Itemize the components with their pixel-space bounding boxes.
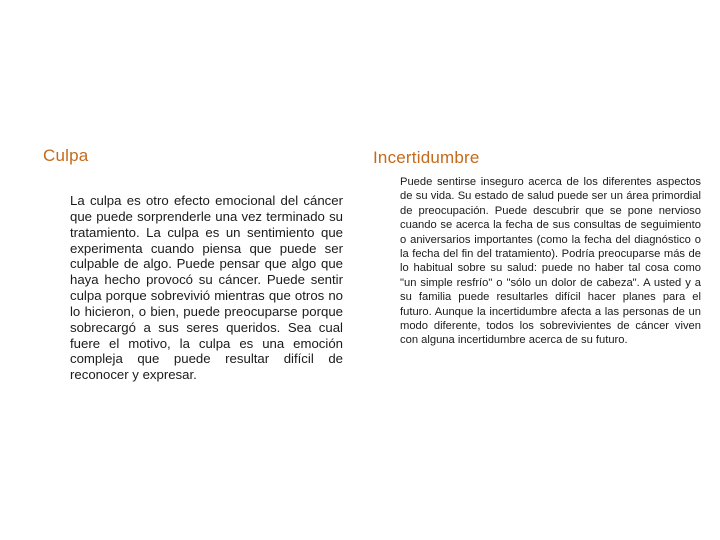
incertidumbre-heading: Incertidumbre [373,148,480,167]
incertidumbre-paragraph: Puede sentirse inseguro acerca de los diferentes aspectos de su vida. Su estado de salud puede ser un área primordial de preocupación. Puede descubrir que se pone nervioso cuando se acerca la fecha de sus consultas de seguimiento o aniversarios importantes (como la fecha del diagnóstico o la fecha del fin del tratamiento). Podría preocuparse más de lo habitual sobre su salud: puede no haber tal cosa como "un simple resfrío" o "sólo un dolor de cabeza". A usted y a su familia puede resultarles difícil hacer planes para el futuro. Aunque la incertidumbre afecta a las personas de un modo diferente, todos los sobrevivientes de cáncer viven con alguna incertidumbre acerca de su futuro. [400,176,701,347]
culpa-paragraph: La culpa es otro efecto emocional del cáncer que puede sorprenderle una vez terminado su tratamiento. La culpa es un sentimiento que experimenta cuando piensa que puede ser culpable de algo. Puede pensar que algo que haya hecho provocó su cáncer. Puede sentir culpa porque sobrevivió mientras que otros no lo hicieron, o bien, puede preocuparse porque sobrecargó a sus seres queridos. Sea cual fuere el motivo, la culpa es una emoción compleja que puede resultar difícil de reconocer y expresar. [70,193,343,383]
culpa-heading: Culpa [43,146,89,165]
